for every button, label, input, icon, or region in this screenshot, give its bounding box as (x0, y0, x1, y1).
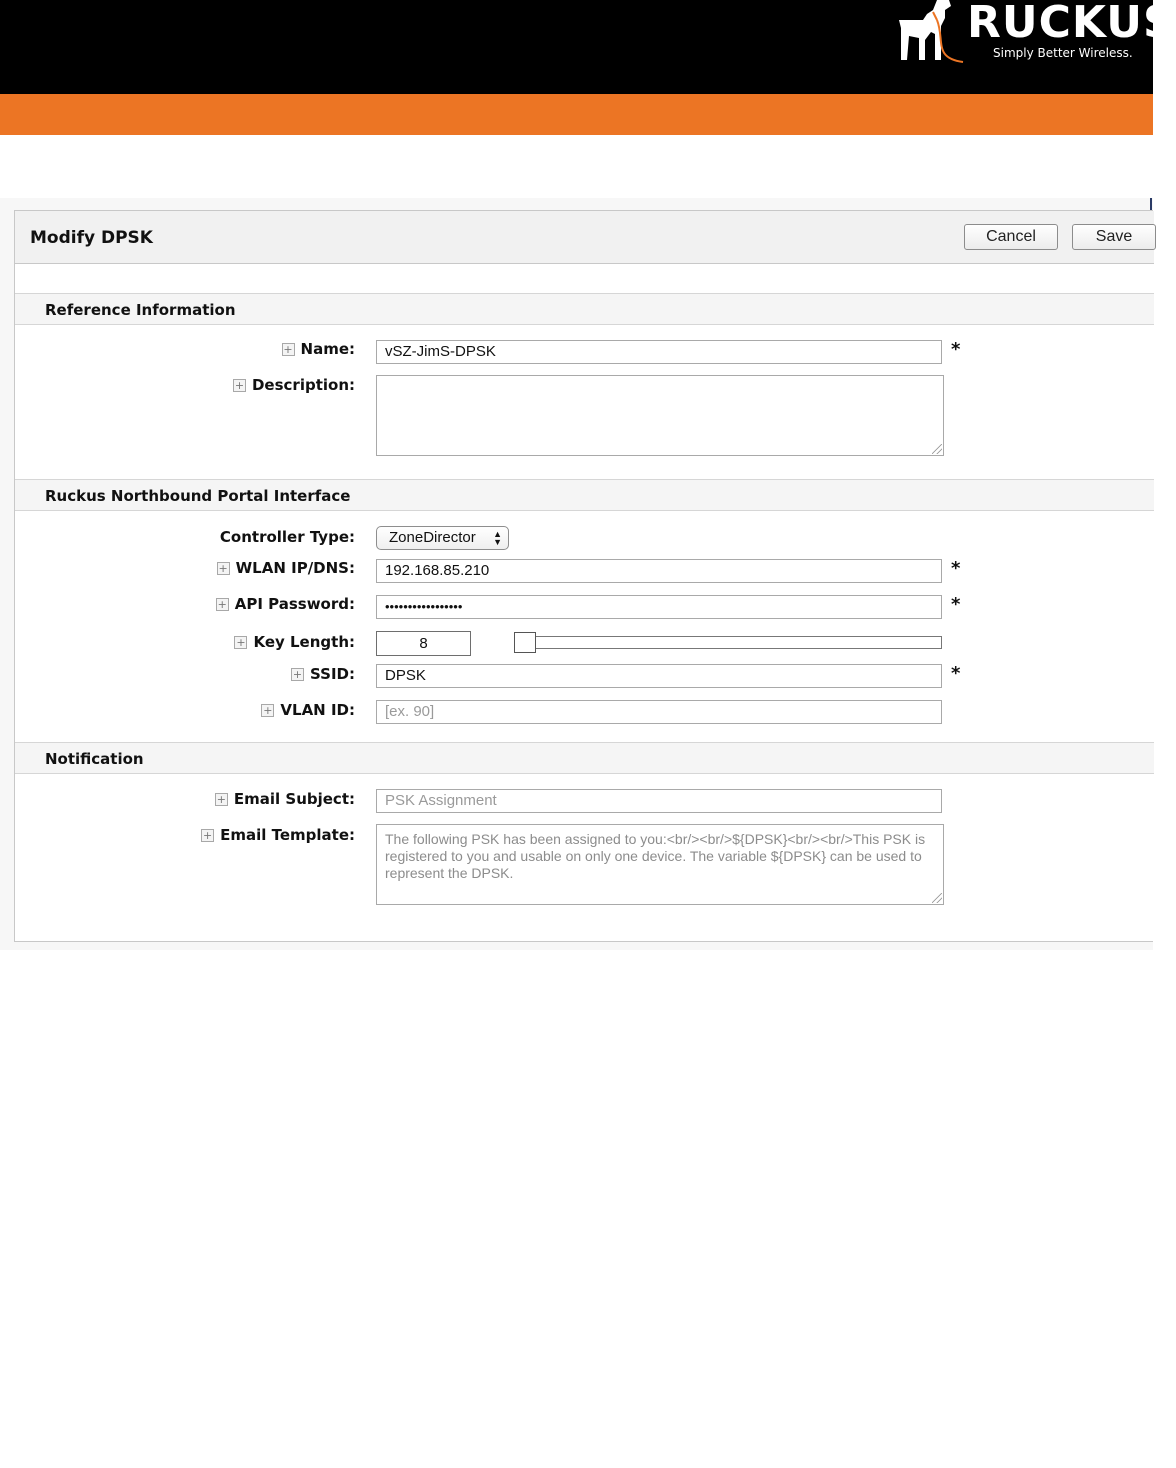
email-template-label: Email Template: (220, 826, 355, 844)
name-label: Name: (300, 340, 355, 358)
select-arrows-icon: ▲ ▼ (493, 529, 502, 547)
section-title: Reference Information (45, 301, 236, 319)
section-notification (15, 742, 1154, 774)
brand-tagline: Simply Better Wireless. (993, 46, 1133, 60)
name-input[interactable]: vSZ-JimS-DPSK (376, 340, 942, 364)
ruckus-logo (893, 0, 1176, 70)
description-textarea[interactable] (376, 375, 944, 456)
vlan-id-label: VLAN ID: (280, 701, 355, 719)
expand-icon[interactable]: + (203, 828, 213, 842)
key-length-input[interactable]: 8 (376, 631, 471, 656)
name-label-row (15, 340, 355, 358)
accent-bar (0, 94, 1153, 135)
section-title: Notification (45, 750, 144, 768)
wlan-label-row (15, 559, 355, 577)
header-bar (0, 0, 1176, 94)
api-password-label: API Password: (234, 595, 355, 613)
controller-type-value: ZoneDirector (389, 529, 476, 546)
expand-icon[interactable]: + (283, 342, 293, 356)
expand-icon[interactable]: + (234, 378, 245, 392)
email-subject-label: Email Subject: (233, 790, 355, 808)
description-label-row (15, 376, 355, 394)
brand-name: RUCKUS (967, 0, 1176, 48)
expand-icon[interactable]: + (292, 667, 303, 681)
ssid-label-row (15, 665, 355, 683)
api-password-label-row (15, 595, 355, 613)
api-password-input[interactable]: ••••••••••••••••• (376, 595, 942, 619)
required-marker: * (951, 594, 961, 615)
wlan-ip-label: WLAN IP/DNS: (235, 559, 355, 577)
controller-type-select[interactable] (376, 526, 509, 550)
page-title: Modify DPSK (30, 228, 153, 248)
vlan-label-row (15, 701, 355, 719)
expand-icon[interactable]: + (216, 792, 226, 806)
wlan-ip-input[interactable]: 192.168.85.210 (376, 559, 942, 583)
save-button[interactable]: Save (1072, 224, 1156, 250)
panel-header (15, 211, 1154, 264)
required-marker: * (951, 339, 961, 360)
key-length-label: Key Length: (253, 633, 355, 651)
email-subject-label-row (15, 790, 355, 808)
resize-grip-icon[interactable] (932, 893, 942, 903)
key-length-slider-handle[interactable] (514, 632, 536, 653)
email-template-textarea[interactable]: The following PSK has been assigned to you:<br/><br/>${DPSK}<br/><br/>This PSK is registered to you and usable on only one device. The variable ${DPSK} can be used to represent the DPSK. (376, 824, 944, 905)
key-length-label-row (15, 633, 355, 651)
description-label: Description: (251, 376, 355, 394)
required-marker: * (951, 558, 961, 579)
email-template-label-row (15, 826, 355, 844)
section-northbound (15, 479, 1154, 511)
section-title: Ruckus Northbound Portal Interface (45, 487, 351, 505)
cancel-button[interactable]: Cancel (964, 224, 1058, 250)
expand-icon[interactable]: + (236, 635, 246, 649)
resize-grip-icon[interactable] (932, 444, 942, 454)
key-length-slider-track[interactable] (515, 636, 942, 649)
dog-icon (893, 0, 969, 66)
email-subject-input[interactable]: PSK Assignment (376, 789, 942, 813)
vlan-id-input[interactable]: [ex. 90] (376, 700, 942, 724)
section-reference (15, 293, 1154, 325)
expand-icon[interactable]: + (218, 561, 228, 575)
required-marker: * (951, 663, 961, 684)
ssid-input[interactable]: DPSK (376, 664, 942, 688)
expand-icon[interactable]: + (217, 597, 227, 611)
controller-label-row (15, 528, 355, 546)
modify-dpsk-panel (14, 210, 1153, 942)
ssid-label: SSID: (310, 665, 355, 683)
expand-icon[interactable]: + (263, 703, 273, 717)
controller-type-label: Controller Type: (219, 528, 355, 546)
